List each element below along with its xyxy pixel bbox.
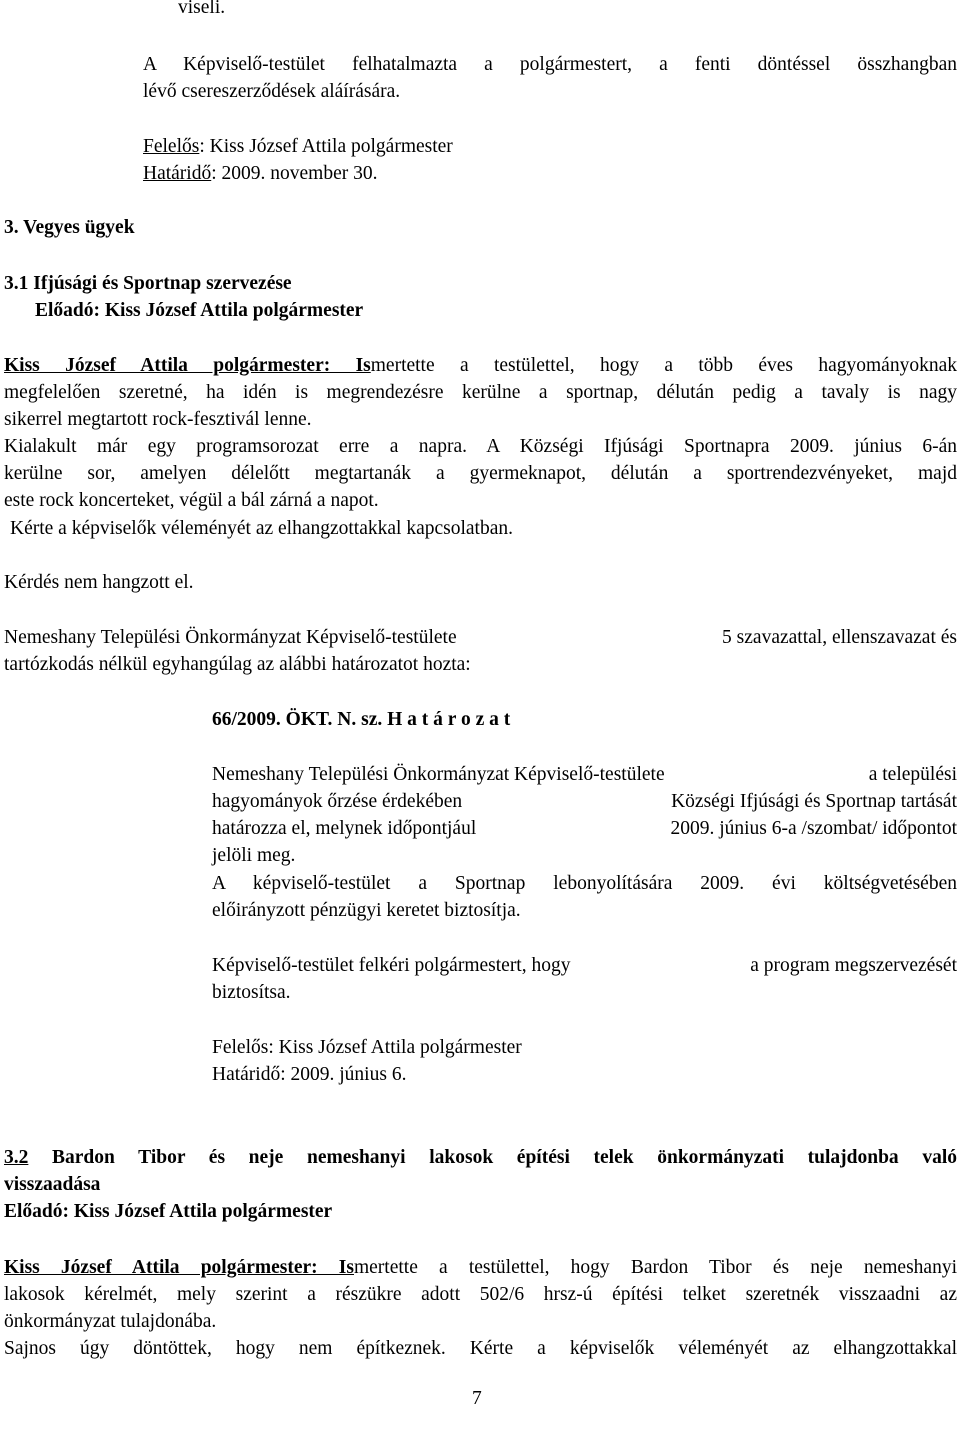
continuation-text: viseli. [178,0,226,18]
item-3-2-para1-line1 [4,1254,957,1281]
speaker-name-2: Kiss József Attila polgármester: Is [4,1257,354,1278]
item-3-2-para1-line3: önkormányzat tulajdonába. [4,1311,217,1332]
item-3-2-para1-line2: lakosok kérelmét, mely szerint a részükre adott 502/6 hrsz-ú építési telket szeretnék visszaadni az [4,1284,957,1305]
resolution-deadline: Határidő: 2009. június 6. [212,1064,407,1085]
authorization-line-2: lévő csereszerződések aláírására. [143,81,401,102]
item-3-1-para2-line2: kerülne sor, amelyen délelőtt megtartanák a gyermeknapot, délután a sportrendezvényeket, majd [4,463,957,484]
resolution-line5: A képviselő-testület a Sportnap lebonyolítására 2009. évi költségvetésében [212,873,957,894]
responsible-line [143,133,453,160]
resolution-responsible: Felelős: Kiss József Attila polgármester [212,1037,522,1058]
item-3-1-para1-line2: megfelelően szeretné, ha idén is megrendezésre kerülne a sportnap, délután pedig a tavaly is nagy [4,382,957,403]
resolution-line3-a: határozza el, melynek időpontjául [212,818,477,839]
responsible-label: Felelős [143,136,200,157]
resolution-line7-b: a program megszervezését [750,955,957,976]
item-3-1-presenter: Előadó: Kiss József Attila polgármester [35,300,364,321]
item-3-1-para3: Kérte a képviselők véleményét az elhangzottakkal kapcsolatban. [10,518,513,539]
resolution-line8: biztosítsa. [212,982,291,1003]
item-3-2-number: 3.2 [4,1147,29,1168]
resolution-line2-b: Községi Ifjúsági és Sportnap tartását [671,791,957,812]
resolution-number: 66/2009. ÖKT. N. sz. H a t á r o z a t [212,709,511,730]
resolution-line7-a: Képviselő-testület felkéri polgármestert, hogy [212,955,571,976]
responsible-value: : Kiss József Attila polgármester [199,136,453,157]
no-question-text: Kérdés nem hangzott el. [4,572,194,593]
deadline-value: : 2009. november 30. [211,163,378,184]
deadline-line [143,160,378,187]
item-3-2-para2-line1: Sajnos úgy döntöttek, hogy nem építkeznek. Kérte a képviselők véleményét az elhangzottakkal [4,1338,957,1359]
resolution-line4: jelöli meg. [212,845,296,866]
vote-line1-a: Nemeshany Települési Önkormányzat Képviselő-testülete [4,627,457,648]
item-3-1-para2-line1: Kialakult már egy programsorozat erre a napra. A Községi Ifjúsági Sportnapra 2009. június 6-án [4,436,957,457]
resolution-line2-a: hagyományok őrzése érdekében [212,791,463,812]
item-3-2-presenter: Előadó: Kiss József Attila polgármester [4,1201,333,1222]
authorization-line-1: A Képviselő-testület felhatalmazta a polgármestert, a fenti döntéssel összhangban [143,54,957,75]
item-3-1-para1-line3: sikerrel megtartott rock-fesztivál lenne. [4,409,312,430]
vote-line2: tartózkodás nélkül egyhangúlag az alábbi határozatot hozta: [4,654,471,675]
item-3-2-title-line1 [4,1144,957,1171]
item-3-1-para2-line3: este rock koncerteket, végül a bál zárná a napot. [4,490,379,511]
resolution-line3-b: 2009. június 6-a /szombat/ időpontot [670,818,957,839]
section-heading: 3. Vegyes ügyek [4,217,135,238]
item-3-1-title: 3.1 Ifjúsági és Sportnap szervezése [4,273,292,294]
item-3-2-para1-line1-text: mertette a testülettel, hogy Bardon Tibor és neje nemeshanyi [353,1257,957,1278]
page-number: 7 [472,1388,482,1409]
item-3-2-title-text: Bardon Tibor és neje nemeshanyi lakosok építési telek önkormányzati tulajdonba való [28,1147,957,1168]
resolution-line1-b: a települési [868,764,957,785]
resolution-line6: előirányzott pénzügyi keretet biztosítja. [212,900,521,921]
deadline-label: Határidő [143,163,212,184]
resolution-line1-a: Nemeshany Települési Önkormányzat Képviselő-testülete [212,764,665,785]
item-3-1-para1-line1 [4,352,957,379]
speaker-name: Kiss József Attila polgármester: Is [4,355,371,376]
para1-line1-text: mertette a testülettel, hogy a több éves hagyományoknak [370,355,957,376]
vote-line1-b: 5 szavazattal, ellenszavazat és [722,627,957,648]
item-3-2-title-line2: visszaadása [4,1174,101,1195]
